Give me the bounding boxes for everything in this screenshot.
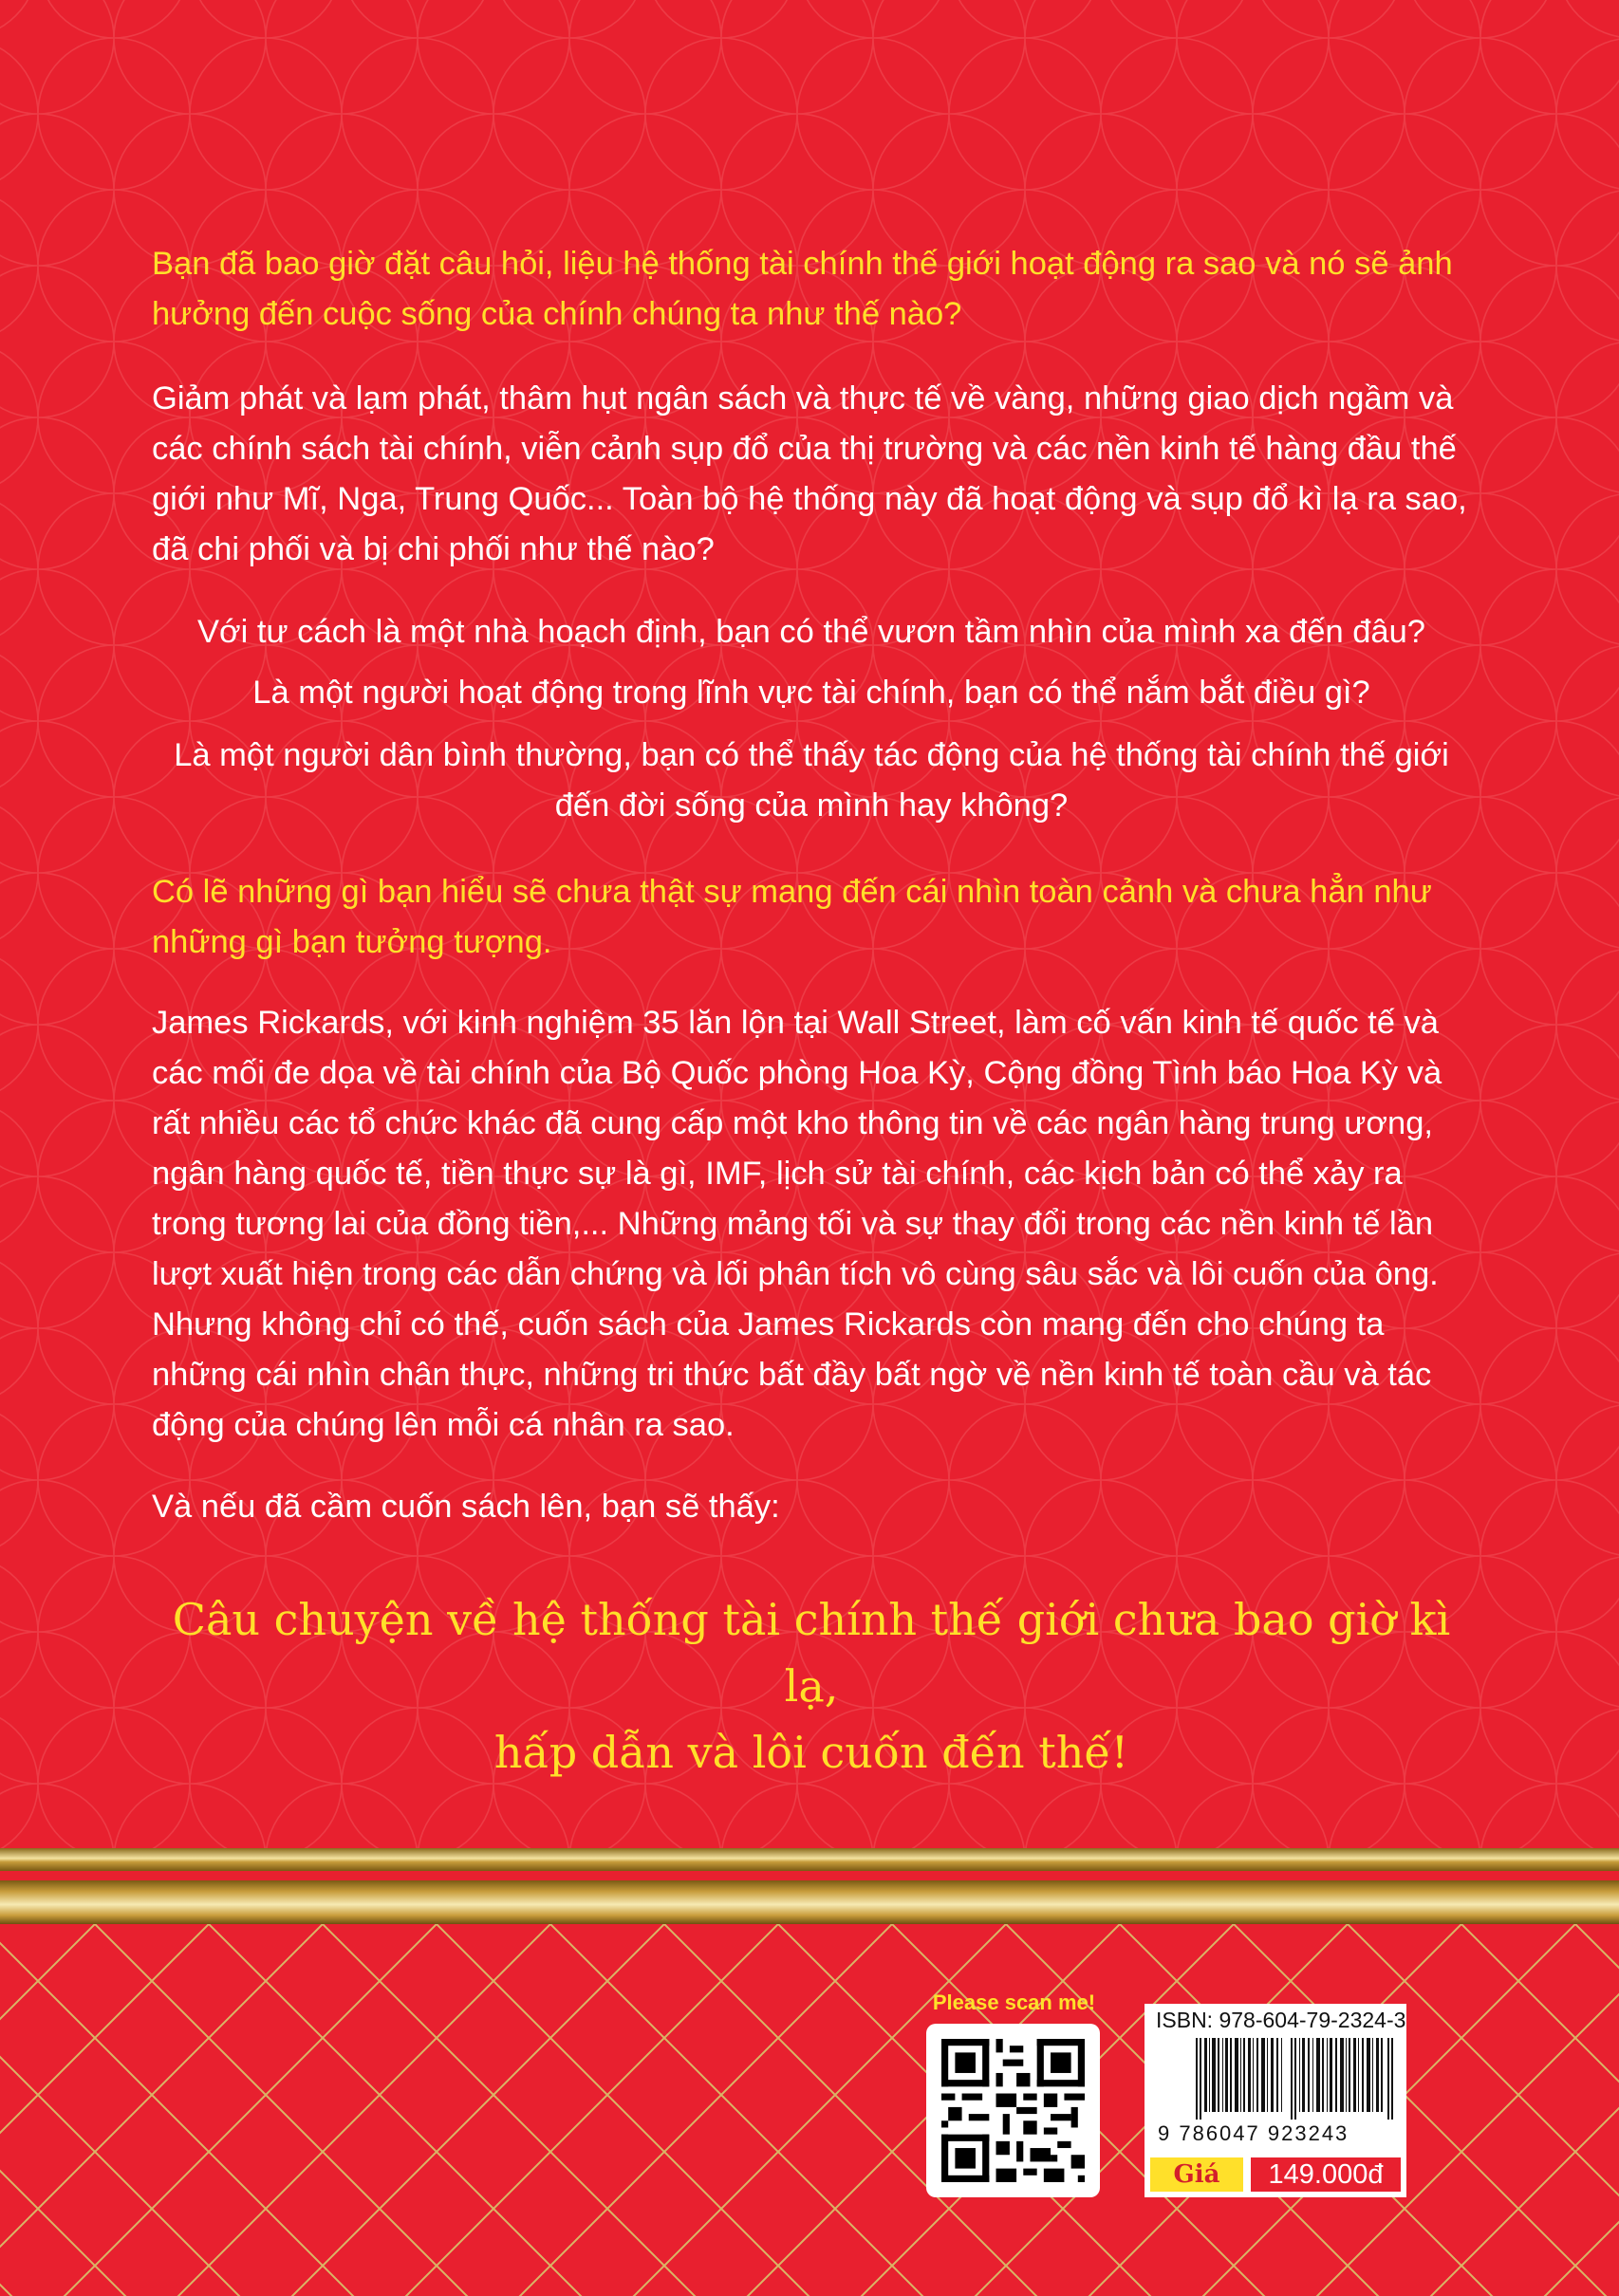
isbn-barcode-panel [1144,2004,1406,2176]
isbn-label: ISBN: 978-604-79-2324-3 [1156,2008,1406,2032]
price-label: Giá [1150,2157,1243,2192]
red-stripe [0,1871,1619,1880]
author-paragraph: James Rickards, với kinh nghiệm 35 lăn lộn tại Wall Street, làm cố vấn kinh tế quốc tế và các mối đe dọa về tài chính của Bộ Quốc phòng Hoa Kỳ, Cộng đồng Tình báo Hoa Kỳ và rất nhiều các tổ chức khác đã cung cấp một kho thông tin về các ngân hàng trung ương, ngân hàng quốc tế, tiền thực sự là gì, IMF, lịch sử tài chính, các kịch bản có thể xảy ra trong tương lai của đồng tiền,... Những mảng tối và sự thay đổi trong các nền kinh tế lần lượt xuất hiện trong các dẫn chứng và lối phân tích vô cùng sâu sắc và lôi cuốn của ông. Nhưng không chỉ có thế, cuốn sách của James Rickards còn mang đến cho chúng ta những cái nhìn chân thực, những tri thức bất đầy bất ngờ về nền kinh tế toàn cầu và tác động của chúng lên mỗi cá nhân ra sao. [152,1005,1442,1443]
scan-me-label: Please scan me! [932,1990,1096,2014]
price-value: 149.000đ [1251,2157,1401,2192]
qr-code[interactable] [926,2024,1100,2197]
gold-stripe-thin [0,1848,1619,1871]
question-finance: Là một người hoạt động trong lĩnh vực tài chính, bạn có thể nắm bắt điều gì? [252,675,1370,711]
qr-code-icon [941,2039,1085,2182]
context-paragraph: Giảm phát và lạm phát, thâm hụt ngân sách và thực tế về vàng, những giao dịch ngầm và các chính sách tài chính, viễn cảnh sụp đổ của thị trường và các nền kinh tế hàng đầu thế giới như Mĩ, Nga, Trung Quốc... Toàn bộ hệ thống này đã hoạt động và sụp đổ kì lạ ra sao, đã chi phối và bị chi phối như thế nào? [152,380,1467,567]
closing-tagline [152,1586,1471,1786]
barcode-icon [1196,2038,1393,2120]
intro-paragraph: Bạn đã bao giờ đặt câu hỏi, liệu hệ thống tài chính thế giới hoạt động ra sao và nó sẽ ảnh hưởng đến cuộc sống của chính chúng ta như thế nào? [152,246,1453,332]
barcode-digits: 9 786047 923243 [1158,2121,1349,2145]
question-planner: Với tư cách là một nhà hoạch định, bạn có thể vươn tầm nhìn của mình xa đến đâu? [197,614,1425,650]
price-tag [1144,2154,1406,2197]
lead-in-paragraph: Và nếu đã cầm cuốn sách lên, bạn sẽ thấy: [152,1489,780,1525]
perspective-paragraph: Có lẽ những gì bạn hiểu sẽ chưa thật sự mang đến cái nhìn toàn cảnh và chưa hẳn như những gì bạn tưởng tượng. [152,874,1432,960]
closing-line-1: Câu chuyện về hệ thống tài chính thế giới chưa bao giờ kì lạ, [172,1594,1451,1712]
closing-line-2: hấp dẫn và lôi cuốn đến thế! [493,1727,1129,1778]
gold-stripe-thick [0,1880,1619,1924]
question-citizen: Là một người dân bình thường, bạn có thể thấy tác động của hệ thống tài chính thế giới đến đời sống của mình hay không? [174,737,1449,824]
